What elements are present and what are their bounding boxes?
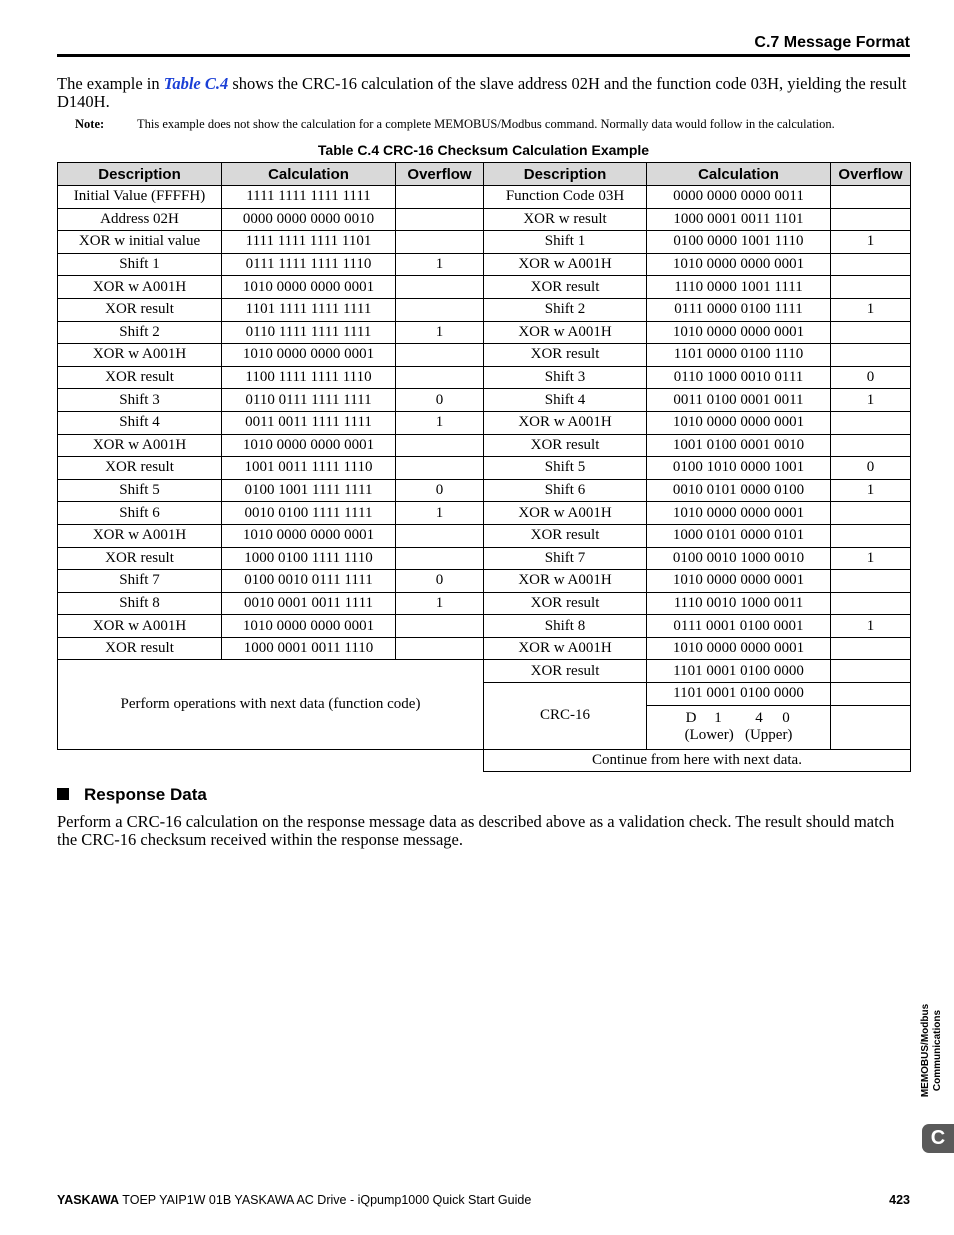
cell-overflow-left: 1 <box>396 502 484 525</box>
cell-overflow-right <box>831 253 911 276</box>
cell-desc-left: Shift 7 <box>58 570 222 593</box>
cell-overflow-left <box>396 434 484 457</box>
cell-desc-left: Shift 3 <box>58 389 222 412</box>
xor-result-value-cell: 1101 0001 0100 0000 <box>647 660 831 683</box>
cell-overflow-left <box>396 208 484 231</box>
cell-calc-left: 0110 1111 1111 1111 <box>222 321 396 344</box>
cell-calc-right: 0111 0001 0100 0001 <box>647 615 831 638</box>
table-row <box>58 434 911 457</box>
table-row <box>58 186 911 209</box>
cell-calc-left: 0110 0111 1111 1111 <box>222 389 396 412</box>
cell-calc-right: 1001 0100 0001 0010 <box>647 434 831 457</box>
table-c4-link[interactable]: Table C.4 <box>163 74 229 93</box>
table-row <box>58 344 911 367</box>
section-title: C.7 Message Format <box>754 34 910 51</box>
cell-desc-right: XOR w A001H <box>484 253 647 276</box>
cell-overflow-right: 0 <box>831 457 911 480</box>
intro-text-after: shows the CRC-16 calculation of the slave address 02H and the function code 03H, yielding the result D140H. <box>57 74 907 111</box>
crc16-overflow-cell <box>831 683 911 706</box>
crc-upper-label: (Upper) <box>744 727 793 744</box>
table-row <box>58 479 911 502</box>
cell-calc-right: 1010 0000 0000 0001 <box>647 321 831 344</box>
cell-desc-left: XOR w A001H <box>58 276 222 299</box>
cell-desc-right: XOR w A001H <box>484 570 647 593</box>
cell-calc-right: 1010 0000 0000 0001 <box>647 253 831 276</box>
cell-calc-right: 1010 0000 0000 0001 <box>647 570 831 593</box>
cell-desc-left: XOR w A001H <box>58 434 222 457</box>
cell-overflow-left <box>396 637 484 660</box>
cell-overflow-right <box>831 344 911 367</box>
cell-overflow-right: 0 <box>831 366 911 389</box>
cell-desc-right: XOR w result <box>484 208 647 231</box>
cell-desc-left: Shift 8 <box>58 592 222 615</box>
cell-calc-left: 0010 0001 0011 1111 <box>222 592 396 615</box>
cell-desc-left: XOR w A001H <box>58 344 222 367</box>
table-row <box>58 411 911 434</box>
cell-overflow-left: 1 <box>396 411 484 434</box>
intro-paragraph <box>57 75 910 111</box>
note <box>75 117 915 132</box>
cell-calc-left: 1010 0000 0000 0001 <box>222 524 396 547</box>
cell-overflow-left: 0 <box>396 389 484 412</box>
crc-lower-label: (Lower) <box>684 727 734 744</box>
table-row <box>58 276 911 299</box>
cell-desc-right: XOR w A001H <box>484 637 647 660</box>
cell-calc-left: 0111 1111 1111 1110 <box>222 253 396 276</box>
cell-overflow-right <box>831 637 911 660</box>
table-row <box>58 231 911 254</box>
cell-desc-right: XOR result <box>484 524 647 547</box>
cell-overflow-left <box>396 186 484 209</box>
response-data-heading <box>57 785 207 805</box>
side-tab-label <box>920 993 944 1108</box>
table-caption: Table C.4 CRC-16 Checksum Calculation Example <box>317 142 650 158</box>
footer-text: TOEP YAIP1W 01B YASKAWA AC Drive - iQpump1000 Quick Start Guide <box>119 1193 532 1207</box>
table-row <box>58 208 911 231</box>
cell-desc-right: Shift 2 <box>484 298 647 321</box>
cell-calc-left: 1000 0001 0011 1110 <box>222 637 396 660</box>
crc16-table <box>57 162 911 772</box>
note-text: This example does not show the calculation for a complete MEMOBUS/Modbus command. Normally data would follow in the calculation. <box>137 117 835 131</box>
cell-overflow-left: 0 <box>396 570 484 593</box>
response-paragraph: Perform a CRC-16 calculation on the response message data as described above as a validation check. The result should match the CRC-16 checksum received within the response message. <box>57 812 895 849</box>
section-bullet-icon <box>57 788 69 800</box>
table-row <box>58 253 911 276</box>
cell-calc-right: 0110 1000 0010 0111 <box>647 366 831 389</box>
header-rule <box>57 54 910 57</box>
cell-desc-right: Shift 5 <box>484 457 647 480</box>
cell-desc-right: XOR result <box>484 276 647 299</box>
table-row <box>58 547 911 570</box>
table-row <box>58 389 911 412</box>
cell-desc-left: Shift 1 <box>58 253 222 276</box>
crc16-value-cell: 1101 0001 0100 0000 <box>647 683 831 706</box>
cell-overflow-right: 1 <box>831 231 911 254</box>
cell-desc-right: Shift 4 <box>484 389 647 412</box>
cell-overflow-right <box>831 570 911 593</box>
cell-overflow-left: 1 <box>396 592 484 615</box>
col-header-overflow-left: Overflow <box>396 163 484 186</box>
cell-overflow-right <box>831 434 911 457</box>
cell-overflow-left <box>396 276 484 299</box>
cell-overflow-left <box>396 231 484 254</box>
table-row <box>58 637 911 660</box>
table-row <box>58 592 911 615</box>
cell-calc-right: 1010 0000 0000 0001 <box>647 411 831 434</box>
cell-calc-right: 1101 0000 0100 1110 <box>647 344 831 367</box>
cell-desc-left: Shift 6 <box>58 502 222 525</box>
cell-desc-left: XOR w A001H <box>58 524 222 547</box>
cell-overflow-right <box>831 208 911 231</box>
cell-desc-left: XOR result <box>58 366 222 389</box>
cell-calc-left: 0010 0100 1111 1111 <box>222 502 396 525</box>
cell-calc-left: 1111 1111 1111 1101 <box>222 231 396 254</box>
xor-result-overflow-cell <box>831 660 911 683</box>
col-header-calculation-right: Calculation <box>647 163 831 186</box>
cell-overflow-left <box>396 298 484 321</box>
table-row <box>58 366 911 389</box>
crc-digit: 4 <box>755 710 763 727</box>
crc16-hex-digits <box>647 710 830 727</box>
table-row-continue <box>58 749 911 771</box>
cell-calc-left: 1001 0011 1111 1110 <box>222 457 396 480</box>
crc-digit: 0 <box>782 710 790 727</box>
cell-overflow-left: 0 <box>396 479 484 502</box>
perform-next-data-cell: Perform operations with next data (function code) <box>58 660 484 749</box>
table-row <box>58 570 911 593</box>
table-row <box>58 457 911 480</box>
side-tab-line2: Communications <box>932 1009 943 1092</box>
cell-overflow-right: 1 <box>831 615 911 638</box>
continue-next-data-cell: Continue from here with next data. <box>484 749 911 771</box>
cell-calc-left: 1010 0000 0000 0001 <box>222 344 396 367</box>
cell-calc-left: 1010 0000 0000 0001 <box>222 615 396 638</box>
cell-calc-left: 1111 1111 1111 1111 <box>222 186 396 209</box>
cell-desc-left: Shift 4 <box>58 411 222 434</box>
note-label: Note: <box>75 117 105 131</box>
cell-overflow-right <box>831 411 911 434</box>
cell-overflow-right <box>831 276 911 299</box>
cell-desc-right: XOR result <box>484 592 647 615</box>
col-header-overflow-right: Overflow <box>831 163 911 186</box>
table-row <box>58 321 911 344</box>
cell-overflow-right <box>831 592 911 615</box>
cell-desc-right: Shift 3 <box>484 366 647 389</box>
cell-calc-left: 0000 0000 0000 0010 <box>222 208 396 231</box>
cell-desc-left: XOR result <box>58 298 222 321</box>
cell-calc-right: 0011 0100 0001 0011 <box>647 389 831 412</box>
cell-desc-right: XOR result <box>484 434 647 457</box>
cell-calc-left: 0100 1001 1111 1111 <box>222 479 396 502</box>
cell-calc-right: 0100 0010 1000 0010 <box>647 547 831 570</box>
page-number: 423 <box>889 1193 910 1207</box>
cell-overflow-right: 1 <box>831 479 911 502</box>
cell-calc-right: 1000 0101 0000 0101 <box>647 524 831 547</box>
cell-desc-right: Shift 8 <box>484 615 647 638</box>
cell-overflow-left <box>396 547 484 570</box>
cell-calc-left: 1010 0000 0000 0001 <box>222 276 396 299</box>
cell-calc-left: 1100 1111 1111 1110 <box>222 366 396 389</box>
cell-calc-right: 0000 0000 0000 0011 <box>647 186 831 209</box>
col-header-description-left: Description <box>58 163 222 186</box>
cell-overflow-left <box>396 524 484 547</box>
cell-overflow-right: 1 <box>831 547 911 570</box>
empty-continue-cell <box>58 749 484 771</box>
cell-desc-right: Shift 7 <box>484 547 647 570</box>
table-row-xor-final <box>58 660 911 683</box>
table-row <box>58 502 911 525</box>
cell-overflow-left <box>396 366 484 389</box>
col-header-description-right: Description <box>484 163 647 186</box>
cell-desc-right: Shift 1 <box>484 231 647 254</box>
cell-desc-right: XOR w A001H <box>484 502 647 525</box>
response-heading-text: Response Data <box>84 785 207 804</box>
cell-desc-right: XOR result <box>484 344 647 367</box>
cell-desc-left: XOR w initial value <box>58 231 222 254</box>
side-tab-line1: MEMOBUS/Modbus <box>920 1003 931 1098</box>
cell-calc-right: 1000 0001 0011 1101 <box>647 208 831 231</box>
cell-desc-left: XOR result <box>58 637 222 660</box>
cell-overflow-left <box>396 344 484 367</box>
cell-overflow-right: 1 <box>831 389 911 412</box>
cell-calc-right: 0100 1010 0000 1001 <box>647 457 831 480</box>
intro-text-before: The example in <box>57 74 164 93</box>
cell-desc-right: XOR w A001H <box>484 321 647 344</box>
cell-desc-left: XOR result <box>58 547 222 570</box>
table-row <box>58 615 911 638</box>
cell-calc-right: 1110 0000 1001 1111 <box>647 276 831 299</box>
cell-desc-right: Function Code 03H <box>484 186 647 209</box>
crc16-label-cell: CRC-16 <box>484 683 647 750</box>
cell-overflow-right <box>831 321 911 344</box>
xor-result-label-cell: XOR result <box>484 660 647 683</box>
table-row <box>58 524 911 547</box>
cell-overflow-right <box>831 524 911 547</box>
chapter-tab[interactable]: C <box>922 1124 954 1153</box>
cell-calc-left: 1010 0000 0000 0001 <box>222 434 396 457</box>
cell-desc-right: XOR w A001H <box>484 411 647 434</box>
cell-calc-right: 1110 0010 1000 0011 <box>647 592 831 615</box>
cell-desc-left: XOR w A001H <box>58 615 222 638</box>
cell-calc-right: 0111 0000 0100 1111 <box>647 298 831 321</box>
cell-calc-right: 0010 0101 0000 0100 <box>647 479 831 502</box>
footer-brand: YASKAWA <box>57 1193 120 1207</box>
cell-desc-right: Shift 6 <box>484 479 647 502</box>
cell-desc-left: Shift 5 <box>58 479 222 502</box>
cell-calc-left: 0100 0010 0111 1111 <box>222 570 396 593</box>
cell-desc-left: Shift 2 <box>58 321 222 344</box>
page-footer <box>57 1193 910 1207</box>
cell-desc-left: Initial Value (FFFFH) <box>58 186 222 209</box>
cell-calc-right: 1010 0000 0000 0001 <box>647 502 831 525</box>
cell-calc-right: 0100 0000 1001 1110 <box>647 231 831 254</box>
crc16-bytes-overflow-cell <box>831 705 911 749</box>
cell-overflow-left: 1 <box>396 253 484 276</box>
crc-digit: D <box>685 710 697 727</box>
cell-calc-left: 1101 1111 1111 1111 <box>222 298 396 321</box>
cell-overflow-left <box>396 457 484 480</box>
table-header-row <box>58 163 911 186</box>
cell-overflow-left <box>396 615 484 638</box>
cell-overflow-right <box>831 502 911 525</box>
cell-overflow-right <box>831 186 911 209</box>
cell-overflow-right: 1 <box>831 298 911 321</box>
crc-digit: 1 <box>714 710 722 727</box>
crc16-bytes-cell <box>647 705 831 749</box>
col-header-calculation-left: Calculation <box>222 163 396 186</box>
table-row <box>58 298 911 321</box>
cell-overflow-left: 1 <box>396 321 484 344</box>
cell-desc-left: Address 02H <box>58 208 222 231</box>
cell-calc-right: 1010 0000 0000 0001 <box>647 637 831 660</box>
cell-calc-left: 1000 0100 1111 1110 <box>222 547 396 570</box>
cell-desc-left: XOR result <box>58 457 222 480</box>
cell-calc-left: 0011 0011 1111 1111 <box>222 411 396 434</box>
